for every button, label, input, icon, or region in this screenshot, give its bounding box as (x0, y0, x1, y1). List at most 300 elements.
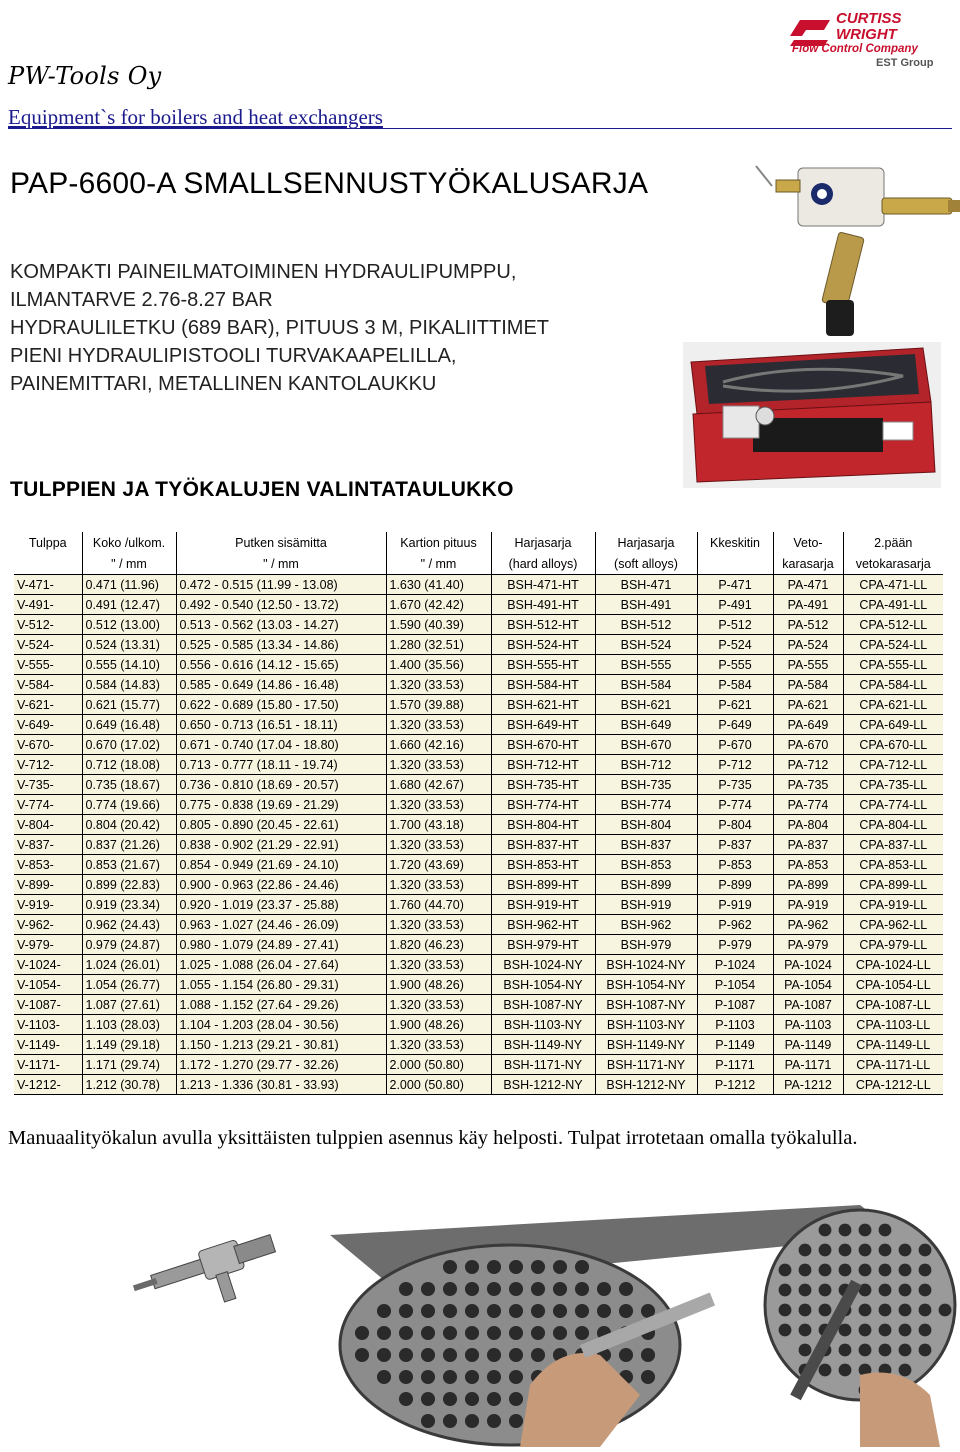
tube-hole (597, 1282, 611, 1296)
tube-hole (839, 1344, 852, 1357)
table-row (14, 915, 943, 935)
table-cell: BSH-584 (595, 675, 697, 695)
header-cell: (hard alloys) (491, 553, 595, 575)
tube-hole (443, 1414, 457, 1428)
tube-hole (939, 1304, 952, 1317)
tube-hole (443, 1304, 457, 1318)
header-cell: " / mm (82, 553, 176, 575)
table-row (14, 575, 943, 595)
table-cell: PA-837 (773, 835, 843, 855)
table-cell: BSH-524 (595, 635, 697, 655)
table-cell: V-1087- (14, 995, 82, 1015)
table-cell: BSH-899 (595, 875, 697, 895)
table-cell: PA-649 (773, 715, 843, 735)
table-cell: CPA-491-LL (843, 595, 943, 615)
table-row (14, 895, 943, 915)
table-cell: V-555- (14, 655, 82, 675)
tube-hole (421, 1304, 435, 1318)
table-cell: 0.556 - 0.616 (14.12 - 15.65) (176, 655, 386, 675)
table-cell: BSH-837 (595, 835, 697, 855)
table-cell: V-670- (14, 735, 82, 755)
table-cell: 0.735 (18.67) (82, 775, 176, 795)
tube-hole (779, 1284, 792, 1297)
table-cell: 1.103 (28.03) (82, 1015, 176, 1035)
table-cell: PA-804 (773, 815, 843, 835)
table-cell: V-649- (14, 715, 82, 735)
table-row (14, 795, 943, 815)
table-cell: P-491 (697, 595, 773, 615)
table-cell: 1.320 (33.53) (386, 755, 491, 775)
table-cell: BSH-471 (595, 575, 697, 595)
table-cell: P-1171 (697, 1055, 773, 1075)
table-row (14, 815, 943, 835)
table-cell: 1.670 (42.42) (386, 595, 491, 615)
table-cell: 0.524 (13.31) (82, 635, 176, 655)
table-cell: CPA-853-LL (843, 855, 943, 875)
table-cell: PA-670 (773, 735, 843, 755)
table-cell: CPA-837-LL (843, 835, 943, 855)
table-cell: P-471 (697, 575, 773, 595)
table-row (14, 1035, 943, 1055)
table-cell: BSH-774 (595, 795, 697, 815)
tube-hole (819, 1244, 832, 1257)
table-cell: PA-1087 (773, 995, 843, 1015)
tube-hole (799, 1264, 812, 1277)
tube-hole (799, 1324, 812, 1337)
table-cell: P-524 (697, 635, 773, 655)
tube-hole (919, 1324, 932, 1337)
table-cell: 0.838 - 0.902 (21.29 - 22.91) (176, 835, 386, 855)
table-cell: V-979- (14, 935, 82, 955)
table-cell: 1.054 (26.77) (82, 975, 176, 995)
table-cell: P-555 (697, 655, 773, 675)
table-cell: PA-1054 (773, 975, 843, 995)
table-cell: P-735 (697, 775, 773, 795)
table-cell: 0.736 - 0.810 (18.69 - 20.57) (176, 775, 386, 795)
table-cell: 0.621 (15.77) (82, 695, 176, 715)
table-cell: BSH-919-HT (491, 895, 595, 915)
table-cell: PA-979 (773, 935, 843, 955)
table-cell: 0.512 (13.00) (82, 615, 176, 635)
table-cell: PA-712 (773, 755, 843, 775)
table-cell: BSH-649 (595, 715, 697, 735)
table-cell: 1.630 (41.40) (386, 575, 491, 595)
tube-hole (839, 1244, 852, 1257)
table-cell: 1.590 (40.39) (386, 615, 491, 635)
tube-hole (465, 1260, 479, 1274)
tube-hole (399, 1370, 413, 1384)
table-cell: 1.900 (48.26) (386, 975, 491, 995)
table-cell: BSH-1171-NY (491, 1055, 595, 1075)
table-cell: PA-853 (773, 855, 843, 875)
header-cell: Harjasarja (491, 532, 595, 553)
header-cell: Putken sisämitta (176, 532, 386, 553)
table-cell: P-1149 (697, 1035, 773, 1055)
tube-hole (487, 1326, 501, 1340)
table-cell: BSH-712 (595, 755, 697, 775)
feature-item: PAINEMITTARI, METALLINEN KANTOLAUKKU (10, 373, 437, 395)
table-cell: V-512- (14, 615, 82, 635)
tube-hole (819, 1284, 832, 1297)
table-row (14, 1015, 943, 1035)
tube-hole (799, 1244, 812, 1257)
tube-hole (399, 1282, 413, 1296)
table-cell: CPA-1103-LL (843, 1015, 943, 1035)
tube-hole (377, 1304, 391, 1318)
table-cell: V-621- (14, 695, 82, 715)
table-row (14, 715, 943, 735)
table-row (14, 955, 943, 975)
table-cell: 0.471 (11.96) (82, 575, 176, 595)
table-cell: 1.900 (48.26) (386, 1015, 491, 1035)
table-cell: CPA-584-LL (843, 675, 943, 695)
header-cell: " / mm (176, 553, 386, 575)
tube-hole (859, 1324, 872, 1337)
table-cell: BSH-491 (595, 595, 697, 615)
tube-hole (919, 1284, 932, 1297)
tube-hole (799, 1304, 812, 1317)
table-cell: P-899 (697, 875, 773, 895)
tube-hole (879, 1224, 892, 1237)
table-cell: 0.472 - 0.515 (11.99 - 13.08) (176, 575, 386, 595)
feature-item: KOMPAKTI PAINEILMATOIMINEN HYDRAULIPUMPPU, (10, 261, 517, 283)
tube-hole (531, 1304, 545, 1318)
tube-hole (443, 1370, 457, 1384)
table-cell: CPA-1171-LL (843, 1055, 943, 1075)
table-cell: BSH-1087-NY (491, 995, 595, 1015)
table-cell: 1.055 - 1.154 (26.80 - 29.31) (176, 975, 386, 995)
table-cell: BSH-1171-NY (595, 1055, 697, 1075)
table-cell: CPA-512-LL (843, 615, 943, 635)
header-cell (14, 553, 82, 575)
tube-hole (443, 1282, 457, 1296)
table-cell: 1.680 (42.67) (386, 775, 491, 795)
table-cell: V-853- (14, 855, 82, 875)
table-cell: 0.585 - 0.649 (14.86 - 16.48) (176, 675, 386, 695)
table-cell: BSH-1149-NY (491, 1035, 595, 1055)
table-row (14, 855, 943, 875)
table-cell: 1.149 (29.18) (82, 1035, 176, 1055)
table-cell: BSH-962-HT (491, 915, 595, 935)
tube-hole (443, 1392, 457, 1406)
table-row (14, 975, 943, 995)
table-cell: 1.660 (42.16) (386, 735, 491, 755)
company-name: PW-Tools Oy (8, 62, 162, 90)
table-cell: 2.000 (50.80) (386, 1055, 491, 1075)
tube-hole (399, 1392, 413, 1406)
tube-hole (879, 1264, 892, 1277)
tube-hole (575, 1260, 589, 1274)
table-cell: PA-621 (773, 695, 843, 715)
table-cell: P-1212 (697, 1075, 773, 1095)
tube-hole (487, 1260, 501, 1274)
tube-hole (641, 1370, 655, 1384)
table-row (14, 595, 943, 615)
tube-hole (819, 1264, 832, 1277)
table-cell: BSH-774-HT (491, 795, 595, 815)
tube-hole (553, 1326, 567, 1340)
table-cell: PA-899 (773, 875, 843, 895)
table-cell: 0.650 - 0.713 (16.51 - 18.11) (176, 715, 386, 735)
table-cell: CPA-524-LL (843, 635, 943, 655)
table-cell: BSH-512-HT (491, 615, 595, 635)
tube-hole (879, 1324, 892, 1337)
table-cell: 0.671 - 0.740 (17.04 - 18.80) (176, 735, 386, 755)
table-cell: 0.774 (19.66) (82, 795, 176, 815)
table-cell: BSH-804-HT (491, 815, 595, 835)
tube-hole (597, 1304, 611, 1318)
table-cell: 0.525 - 0.585 (13.34 - 14.86) (176, 635, 386, 655)
tube-hole (487, 1282, 501, 1296)
table-cell: BSH-491-HT (491, 595, 595, 615)
table-cell: V-1103- (14, 1015, 82, 1035)
table-row (14, 995, 943, 1015)
feature-list (10, 258, 549, 398)
tube-hole (443, 1348, 457, 1362)
table-cell: V-962- (14, 915, 82, 935)
tube-hole (553, 1282, 567, 1296)
table-cell: PA-584 (773, 675, 843, 695)
tube-hole (509, 1326, 523, 1340)
table-cell: 0.900 - 0.963 (22.86 - 24.46) (176, 875, 386, 895)
table-cell: V-735- (14, 775, 82, 795)
table-cell: CPA-735-LL (843, 775, 943, 795)
header-cell: (soft alloys) (595, 553, 697, 575)
tube-hole (421, 1282, 435, 1296)
tube-hole (377, 1326, 391, 1340)
tube-hole (779, 1324, 792, 1337)
table-cell: BSH-670-HT (491, 735, 595, 755)
table-cell: P-837 (697, 835, 773, 855)
tube-hole (879, 1284, 892, 1297)
table-cell: BSH-735 (595, 775, 697, 795)
tube-hole (443, 1260, 457, 1274)
tube-hole (839, 1364, 852, 1377)
table-cell: V-584- (14, 675, 82, 695)
tube-hole (487, 1348, 501, 1362)
table-cell: 1.172 - 1.270 (29.77 - 32.26) (176, 1055, 386, 1075)
logo-line1: CURTISS (836, 10, 902, 27)
table-cell: P-979 (697, 935, 773, 955)
tube-hole (819, 1364, 832, 1377)
tube-hole (509, 1392, 523, 1406)
tube-hole (421, 1348, 435, 1362)
table-cell: 0.492 - 0.540 (12.50 - 13.72) (176, 595, 386, 615)
table-cell: 1.320 (33.53) (386, 675, 491, 695)
table-cell: CPA-1024-LL (843, 955, 943, 975)
company-tagline-link[interactable]: Equipment`s for boilers and heat exchangers (8, 105, 383, 129)
tube-hole (487, 1414, 501, 1428)
tube-hole (465, 1304, 479, 1318)
tube-hole (919, 1344, 932, 1357)
table-cell: V-1054- (14, 975, 82, 995)
table-cell: 0.775 - 0.838 (19.69 - 21.29) (176, 795, 386, 815)
table-cell: PA-1171 (773, 1055, 843, 1075)
table-cell: 0.919 (23.34) (82, 895, 176, 915)
tube-bundle-photo (300, 1195, 960, 1447)
table-cell: V-919- (14, 895, 82, 915)
table-cell: 0.555 (14.10) (82, 655, 176, 675)
tube-hole (899, 1264, 912, 1277)
table-cell: V-524- (14, 635, 82, 655)
table-row (14, 615, 943, 635)
header-divider (8, 128, 952, 129)
table-row (14, 935, 943, 955)
table-cell: V-471- (14, 575, 82, 595)
table-cell: 1.320 (33.53) (386, 915, 491, 935)
tube-hole (779, 1264, 792, 1277)
table-cell: 1.104 - 1.203 (28.04 - 30.56) (176, 1015, 386, 1035)
selection-table (14, 532, 943, 1095)
table-cell: BSH-1103-NY (491, 1015, 595, 1035)
table-cell: CPA-1149-LL (843, 1035, 943, 1055)
table-cell: 1.150 - 1.213 (29.21 - 30.81) (176, 1035, 386, 1055)
logo-line4: EST Group (876, 57, 934, 68)
table-cell: 1.212 (30.78) (82, 1075, 176, 1095)
table-cell: BSH-649-HT (491, 715, 595, 735)
table-cell: 0.837 (21.26) (82, 835, 176, 855)
table-cell: CPA-670-LL (843, 735, 943, 755)
table-cell: 1.213 - 1.336 (30.81 - 33.93) (176, 1075, 386, 1095)
table-cell: 1.400 (35.56) (386, 655, 491, 675)
table-cell: P-1087 (697, 995, 773, 1015)
table-row (14, 835, 943, 855)
table-cell: P-1024 (697, 955, 773, 975)
table-cell: P-512 (697, 615, 773, 635)
table-cell: BSH-1024-NY (595, 955, 697, 975)
table-cell: BSH-584-HT (491, 675, 595, 695)
table-cell: 0.622 - 0.689 (15.80 - 17.50) (176, 695, 386, 715)
tube-hole (465, 1348, 479, 1362)
tube-hole (819, 1224, 832, 1237)
header-cell (697, 553, 773, 575)
tube-hole (399, 1326, 413, 1340)
table-cell: BSH-1024-NY (491, 955, 595, 975)
table-cell: BSH-804 (595, 815, 697, 835)
table-cell: 1.320 (33.53) (386, 955, 491, 975)
table-cell: 0.804 (20.42) (82, 815, 176, 835)
manual-tool-photo (130, 1213, 300, 1313)
table-cell: BSH-1054-NY (595, 975, 697, 995)
table-cell: V-774- (14, 795, 82, 815)
table-cell: BSH-555-HT (491, 655, 595, 675)
table-cell: PA-774 (773, 795, 843, 815)
table-cell: P-584 (697, 675, 773, 695)
tube-hole (509, 1414, 523, 1428)
table-cell: 1.171 (29.74) (82, 1055, 176, 1075)
tube-hole (509, 1348, 523, 1362)
table-cell: 1.720 (43.69) (386, 855, 491, 875)
tube-hole (879, 1344, 892, 1357)
tube-hole (377, 1348, 391, 1362)
tube-hole (399, 1304, 413, 1318)
tube-hole (421, 1414, 435, 1428)
tube-hole (355, 1348, 369, 1362)
table-cell: PA-471 (773, 575, 843, 595)
table-cell: V-1212- (14, 1075, 82, 1095)
tube-hole (859, 1304, 872, 1317)
table-row (14, 735, 943, 755)
tube-hole (531, 1326, 545, 1340)
table-cell: BSH-512 (595, 615, 697, 635)
table-cell: P-774 (697, 795, 773, 815)
table-row (14, 1055, 943, 1075)
table-cell: P-649 (697, 715, 773, 735)
table-cell: CPA-712-LL (843, 755, 943, 775)
table-row (14, 695, 943, 715)
table-cell: P-962 (697, 915, 773, 935)
table-cell: CPA-899-LL (843, 875, 943, 895)
table-cell: 0.920 - 1.019 (23.37 - 25.88) (176, 895, 386, 915)
tube-hole (839, 1224, 852, 1237)
tube-hole (421, 1392, 435, 1406)
table-cell: PA-512 (773, 615, 843, 635)
table-cell: V-804- (14, 815, 82, 835)
table-cell: V-1149- (14, 1035, 82, 1055)
table-cell: 0.979 (24.87) (82, 935, 176, 955)
table-cell: PA-962 (773, 915, 843, 935)
table-cell: 1.760 (44.70) (386, 895, 491, 915)
table-cell: BSH-1212-NY (491, 1075, 595, 1095)
tube-hole (879, 1304, 892, 1317)
table-cell: P-1103 (697, 1015, 773, 1035)
table-cell: V-837- (14, 835, 82, 855)
tube-hole (487, 1370, 501, 1384)
table-cell: CPA-774-LL (843, 795, 943, 815)
table-cell: 0.513 - 0.562 (13.03 - 14.27) (176, 615, 386, 635)
table-cell: 1.280 (32.51) (386, 635, 491, 655)
table-cell: BSH-555 (595, 655, 697, 675)
table-cell: 0.649 (16.48) (82, 715, 176, 735)
tube-hole (619, 1282, 633, 1296)
tube-hole (575, 1304, 589, 1318)
header-cell: Harjasarja (595, 532, 697, 553)
table-cell: P-1054 (697, 975, 773, 995)
header-cell: Kartion pituus (386, 532, 491, 553)
table-cell: 1.025 - 1.088 (26.04 - 27.64) (176, 955, 386, 975)
tube-hole (443, 1326, 457, 1340)
tube-hole (465, 1370, 479, 1384)
hydraulic-pistol-photo (752, 160, 960, 340)
table-cell: P-853 (697, 855, 773, 875)
tube-hole (619, 1348, 633, 1362)
table-cell: PA-524 (773, 635, 843, 655)
header-cell: Tulppa (14, 532, 82, 553)
table-cell: 1.024 (26.01) (82, 955, 176, 975)
table-cell: BSH-524-HT (491, 635, 595, 655)
feature-item: ILMANTARVE 2.76-8.27 BAR (10, 289, 273, 311)
table-cell: CPA-1212-LL (843, 1075, 943, 1095)
table-cell: V-1024- (14, 955, 82, 975)
table-cell: BSH-1087-NY (595, 995, 697, 1015)
tube-hole (919, 1304, 932, 1317)
table-cell: BSH-735-HT (491, 775, 595, 795)
tube-hole (879, 1244, 892, 1257)
header-cell: Koko /ulkom. (82, 532, 176, 553)
table-cell: PA-1024 (773, 955, 843, 975)
tube-hole (487, 1392, 501, 1406)
table-cell: P-670 (697, 735, 773, 755)
header-cell: 2.pään (843, 532, 943, 553)
tube-hole (619, 1304, 633, 1318)
table-cell: 1.320 (33.53) (386, 875, 491, 895)
tube-hole (779, 1304, 792, 1317)
table-cell: P-804 (697, 815, 773, 835)
tool-case-photo (683, 342, 941, 488)
table-cell: PA-1103 (773, 1015, 843, 1035)
tube-hole (839, 1264, 852, 1277)
table-cell: PA-555 (773, 655, 843, 675)
